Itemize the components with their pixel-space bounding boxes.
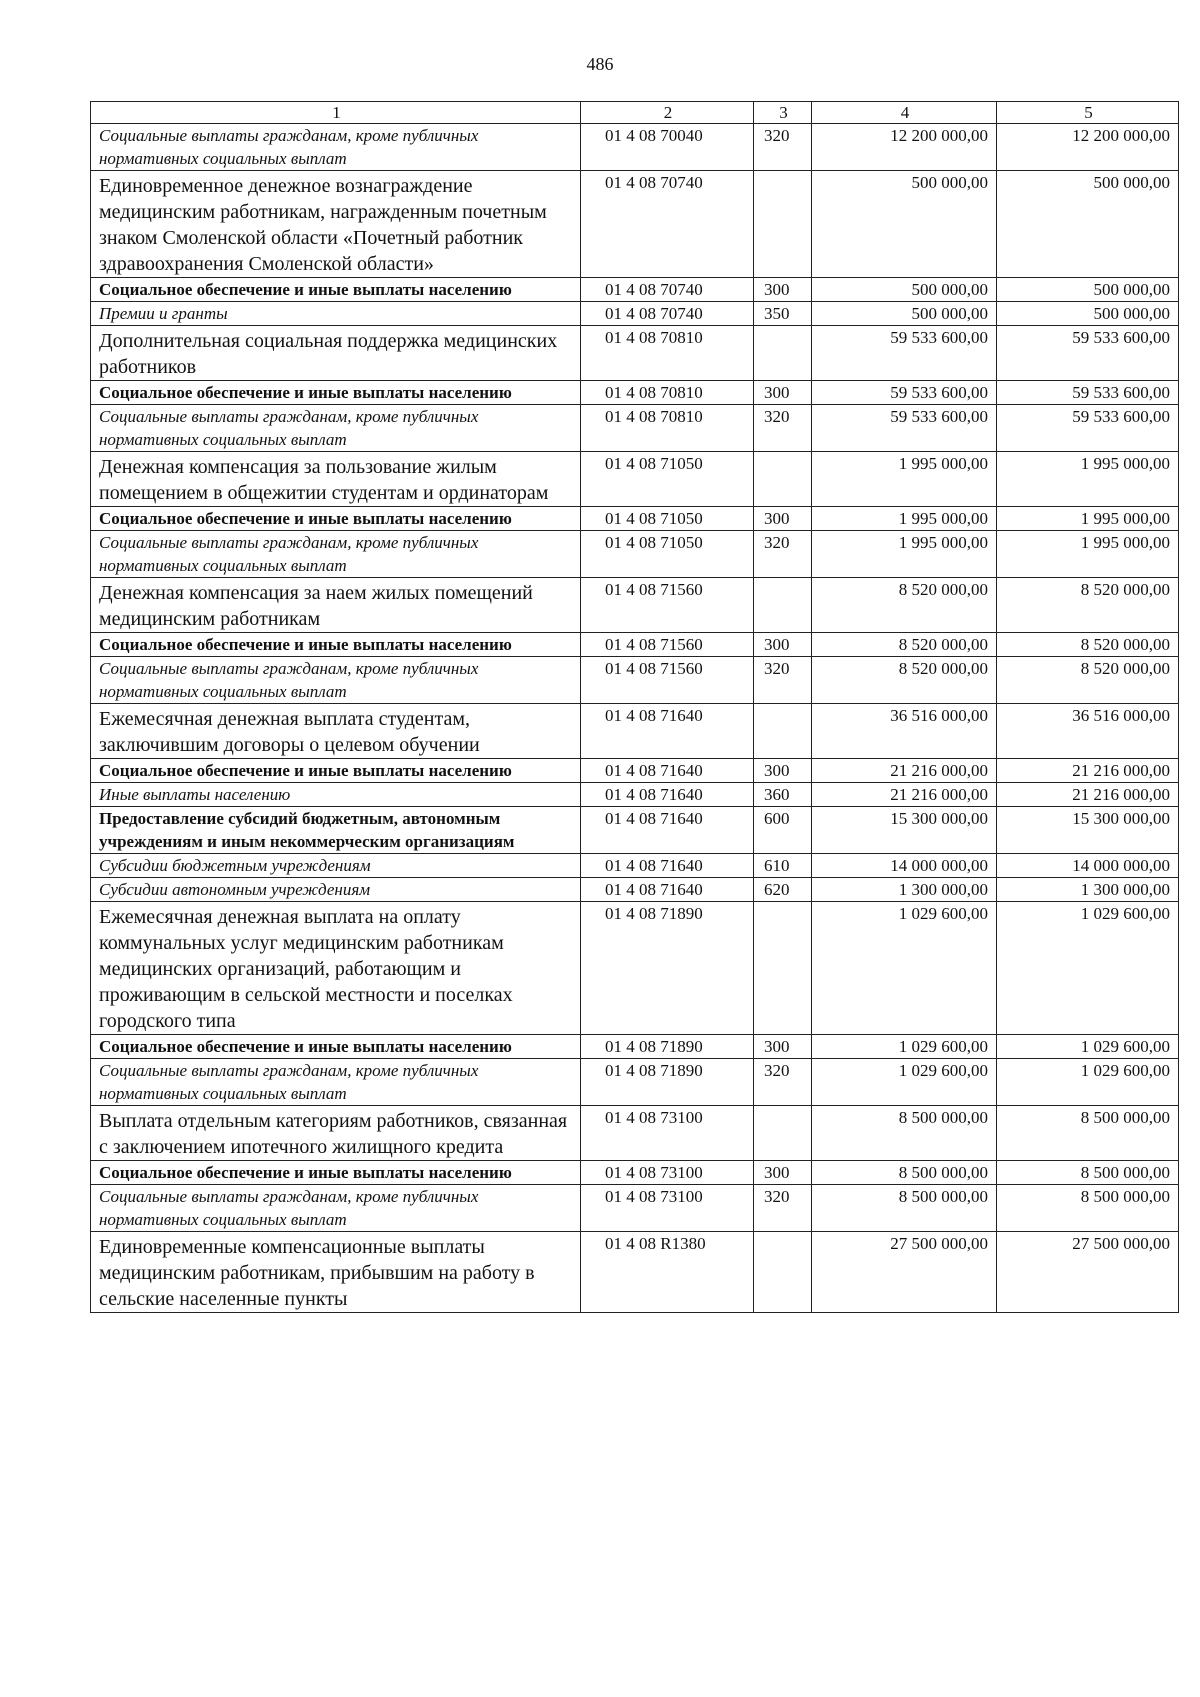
cell-name-text: Премии и гранты <box>99 304 228 323</box>
cell-code <box>581 405 754 452</box>
cell-code <box>581 1185 754 1232</box>
cell-name-text: Социальные выплаты гражданам, кроме публичных нормативных социальных выплат <box>99 1061 479 1103</box>
cell-sum-year-1 <box>812 507 997 531</box>
cell-sum-year-2 <box>997 171 1179 278</box>
cell-code-text: 01 4 08 71640 <box>605 856 703 875</box>
cell-sum-year-2-text: 1 029 600,00 <box>1080 904 1170 923</box>
cell-code-text: 01 4 08 71640 <box>605 880 703 899</box>
cell-sum-year-1 <box>812 381 997 405</box>
cell-code-text: 01 4 08 70810 <box>605 407 703 426</box>
cell-sum-year-1 <box>812 759 997 783</box>
cell-code <box>581 507 754 531</box>
cell-expense-type <box>754 124 812 171</box>
cell-sum-year-2-text: 15 300 000,00 <box>1072 809 1170 828</box>
cell-expense-type-text: 300 <box>764 383 790 402</box>
cell-name-text: Социальные выплаты гражданам, кроме публичных нормативных социальных выплат <box>99 533 479 575</box>
cell-name-text: Ежемесячная денежная выплата на оплату коммунальных услуг медицинским работникам медицинских организаций, работающим и проживающим в сельской местности и поселках городского типа <box>99 906 513 1032</box>
cell-sum-year-1-text: 1 995 000,00 <box>898 454 988 473</box>
cell-name <box>91 1059 581 1106</box>
cell-sum-year-1-text: 500 000,00 <box>911 304 988 323</box>
cell-code <box>581 531 754 578</box>
cell-expense-type-text: 300 <box>764 761 790 780</box>
cell-name <box>91 1106 581 1161</box>
cell-name <box>91 902 581 1035</box>
cell-name <box>91 759 581 783</box>
table-row <box>91 1185 1179 1232</box>
table-row <box>91 902 1179 1035</box>
cell-code <box>581 854 754 878</box>
table-header-row <box>91 102 1179 124</box>
cell-sum-year-1 <box>812 326 997 381</box>
cell-sum-year-2 <box>997 854 1179 878</box>
cell-name-text: Выплата отдельным категориям работников, связанная с заключением ипотечного жилищного кредита <box>99 1110 568 1158</box>
cell-expense-type-text: 320 <box>764 126 790 145</box>
cell-code-text: 01 4 08 71890 <box>605 904 703 923</box>
cell-sum-year-2-text: 1 995 000,00 <box>1080 454 1170 473</box>
cell-name <box>91 507 581 531</box>
cell-sum-year-2 <box>997 704 1179 759</box>
cell-sum-year-1-text: 1 995 000,00 <box>898 533 988 552</box>
header-col-4: 4 <box>812 102 997 124</box>
table-row <box>91 405 1179 452</box>
cell-code <box>581 759 754 783</box>
cell-sum-year-2-text: 1 029 600,00 <box>1080 1037 1170 1056</box>
cell-sum-year-1 <box>812 1185 997 1232</box>
cell-code <box>581 657 754 704</box>
cell-sum-year-2 <box>997 302 1179 326</box>
cell-expense-type-text: 300 <box>764 509 790 528</box>
cell-expense-type <box>754 878 812 902</box>
cell-expense-type <box>754 578 812 633</box>
cell-sum-year-1 <box>812 1106 997 1161</box>
cell-name-text: Социальное обеспечение и иные выплаты населению <box>99 383 512 402</box>
cell-sum-year-2-text: 1 995 000,00 <box>1080 533 1170 552</box>
cell-name-text: Субсидии бюджетным учреждениям <box>99 856 371 875</box>
cell-sum-year-2-text: 36 516 000,00 <box>1072 706 1170 725</box>
cell-sum-year-2-text: 500 000,00 <box>1093 304 1170 323</box>
header-col-2: 2 <box>581 102 754 124</box>
cell-sum-year-2 <box>997 1035 1179 1059</box>
cell-sum-year-2-text: 8 500 000,00 <box>1080 1163 1170 1182</box>
cell-expense-type <box>754 452 812 507</box>
cell-sum-year-1 <box>812 1059 997 1106</box>
header-col-3: 3 <box>754 102 812 124</box>
cell-expense-type <box>754 1059 812 1106</box>
cell-sum-year-1-text: 1 029 600,00 <box>898 904 988 923</box>
cell-name <box>91 278 581 302</box>
cell-sum-year-1-text: 1 300 000,00 <box>898 880 988 899</box>
cell-expense-type <box>754 1106 812 1161</box>
cell-name-text: Ежемесячная денежная выплата студентам, заключившим договоры о целевом обучении <box>99 708 480 756</box>
cell-code <box>581 807 754 854</box>
cell-code <box>581 1161 754 1185</box>
table-row <box>91 531 1179 578</box>
cell-name <box>91 171 581 278</box>
cell-code-text: 01 4 08 71050 <box>605 454 703 473</box>
cell-name-text: Единовременные компенсационные выплаты медицинским работникам, прибывшим на работу в сельские населенные пункты <box>99 1236 535 1310</box>
cell-expense-type <box>754 1185 812 1232</box>
cell-sum-year-1 <box>812 854 997 878</box>
cell-name-text: Социальное обеспечение и иные выплаты населению <box>99 635 512 654</box>
cell-sum-year-2-text: 1 300 000,00 <box>1080 880 1170 899</box>
cell-name <box>91 704 581 759</box>
page-number: 486 <box>586 54 614 74</box>
cell-sum-year-1-text: 1 029 600,00 <box>898 1037 988 1056</box>
cell-sum-year-2 <box>997 381 1179 405</box>
cell-expense-type <box>754 531 812 578</box>
cell-name <box>91 807 581 854</box>
cell-sum-year-1 <box>812 704 997 759</box>
cell-code <box>581 381 754 405</box>
cell-expense-type <box>754 326 812 381</box>
cell-expense-type <box>754 633 812 657</box>
cell-name-text: Социальные выплаты гражданам, кроме публичных нормативных социальных выплат <box>99 1187 479 1229</box>
cell-sum-year-2-text: 500 000,00 <box>1093 280 1170 299</box>
budget-table <box>90 101 1179 1313</box>
cell-code <box>581 452 754 507</box>
cell-name-text: Социальное обеспечение и иные выплаты населению <box>99 280 512 299</box>
cell-sum-year-2 <box>997 807 1179 854</box>
header-col-1: 1 <box>91 102 581 124</box>
cell-sum-year-1 <box>812 807 997 854</box>
cell-name-text: Социальные выплаты гражданам, кроме публичных нормативных социальных выплат <box>99 659 479 701</box>
cell-name-text: Социальное обеспечение и иные выплаты населению <box>99 1037 512 1056</box>
table-row <box>91 633 1179 657</box>
table-row <box>91 759 1179 783</box>
cell-code-text: 01 4 08 71640 <box>605 809 703 828</box>
table-row <box>91 326 1179 381</box>
cell-name <box>91 854 581 878</box>
cell-expense-type <box>754 1161 812 1185</box>
cell-expense-type <box>754 507 812 531</box>
cell-name-text: Предоставление субсидий бюджетным, автономным учреждениям и иным некоммерческим организациям <box>99 809 515 851</box>
cell-sum-year-2 <box>997 326 1179 381</box>
cell-name <box>91 1232 581 1313</box>
cell-name <box>91 302 581 326</box>
cell-sum-year-1-text: 59 533 600,00 <box>890 383 988 402</box>
cell-sum-year-1 <box>812 902 997 1035</box>
cell-code <box>581 1106 754 1161</box>
cell-sum-year-1 <box>812 278 997 302</box>
cell-sum-year-1 <box>812 1161 997 1185</box>
cell-sum-year-1-text: 500 000,00 <box>911 280 988 299</box>
cell-expense-type-text: 300 <box>764 635 790 654</box>
cell-sum-year-2 <box>997 531 1179 578</box>
cell-name <box>91 531 581 578</box>
cell-expense-type <box>754 657 812 704</box>
cell-sum-year-1-text: 8 520 000,00 <box>898 659 988 678</box>
cell-code <box>581 878 754 902</box>
cell-sum-year-1 <box>812 633 997 657</box>
cell-sum-year-2 <box>997 452 1179 507</box>
cell-sum-year-2 <box>997 1059 1179 1106</box>
cell-code-text: 01 4 08 70040 <box>605 126 703 145</box>
cell-name-text: Субсидии автономным учреждениям <box>99 880 371 899</box>
cell-sum-year-1 <box>812 171 997 278</box>
cell-expense-type <box>754 1232 812 1313</box>
cell-expense-type-text: 360 <box>764 785 790 804</box>
cell-code <box>581 326 754 381</box>
cell-sum-year-1-text: 15 300 000,00 <box>890 809 988 828</box>
cell-sum-year-1-text: 12 200 000,00 <box>890 126 988 145</box>
table-row <box>91 783 1179 807</box>
cell-name <box>91 1035 581 1059</box>
cell-expense-type <box>754 381 812 405</box>
cell-sum-year-1-text: 21 216 000,00 <box>890 761 988 780</box>
cell-sum-year-2 <box>997 578 1179 633</box>
cell-name-text: Социальное обеспечение и иные выплаты населению <box>99 509 512 528</box>
cell-sum-year-1-text: 8 500 000,00 <box>898 1187 988 1206</box>
cell-sum-year-1 <box>812 531 997 578</box>
table-row <box>91 452 1179 507</box>
cell-code-text: 01 4 08 71640 <box>605 706 703 725</box>
cell-name-text: Социальное обеспечение и иные выплаты населению <box>99 1163 512 1182</box>
cell-expense-type <box>754 807 812 854</box>
cell-sum-year-2-text: 59 533 600,00 <box>1072 328 1170 347</box>
cell-sum-year-2-text: 8 520 000,00 <box>1080 659 1170 678</box>
cell-code <box>581 171 754 278</box>
cell-sum-year-2-text: 1 995 000,00 <box>1080 509 1170 528</box>
cell-code-text: 01 4 08 71560 <box>605 635 703 654</box>
table-row <box>91 704 1179 759</box>
table-row <box>91 507 1179 531</box>
cell-name-text: Единовременное денежное вознаграждение медицинским работникам, награжденным почетным знаком Смоленской области «Почетный работник здравоохранения Смоленской области» <box>99 175 547 275</box>
cell-expense-type <box>754 278 812 302</box>
table-body <box>91 102 1179 1313</box>
cell-expense-type-text: 300 <box>764 280 790 299</box>
table-row <box>91 578 1179 633</box>
cell-expense-type <box>754 405 812 452</box>
cell-sum-year-1-text: 59 533 600,00 <box>890 328 988 347</box>
table-row <box>91 124 1179 171</box>
cell-sum-year-2-text: 8 520 000,00 <box>1080 580 1170 599</box>
cell-expense-type-text: 320 <box>764 533 790 552</box>
cell-sum-year-1-text: 1 995 000,00 <box>898 509 988 528</box>
cell-sum-year-1 <box>812 1232 997 1313</box>
cell-code <box>581 633 754 657</box>
cell-sum-year-2-text: 59 533 600,00 <box>1072 407 1170 426</box>
table-row <box>91 171 1179 278</box>
cell-name-text: Денежная компенсация за наем жилых помещений медицинским работникам <box>99 582 533 630</box>
table-row <box>91 1106 1179 1161</box>
table-row <box>91 657 1179 704</box>
cell-sum-year-1-text: 500 000,00 <box>911 173 988 192</box>
cell-name <box>91 657 581 704</box>
cell-sum-year-2 <box>997 1185 1179 1232</box>
header-col-5: 5 <box>997 102 1179 124</box>
cell-sum-year-2-text: 59 533 600,00 <box>1072 383 1170 402</box>
cell-name-text: Социальное обеспечение и иные выплаты населению <box>99 761 512 780</box>
cell-sum-year-2-text: 14 000 000,00 <box>1072 856 1170 875</box>
cell-sum-year-2-text: 12 200 000,00 <box>1072 126 1170 145</box>
table-row <box>91 302 1179 326</box>
cell-name-text: Социальные выплаты гражданам, кроме публичных нормативных социальных выплат <box>99 126 479 168</box>
cell-sum-year-2 <box>997 1232 1179 1313</box>
cell-name-text: Иные выплаты населению <box>99 785 291 804</box>
cell-code-text: 01 4 08 70740 <box>605 280 703 299</box>
cell-code-text: 01 4 08 70740 <box>605 173 703 192</box>
cell-code-text: 01 4 08 73100 <box>605 1187 703 1206</box>
cell-name-text: Дополнительная социальная поддержка медицинских работников <box>99 330 558 378</box>
cell-expense-type-text: 600 <box>764 809 790 828</box>
cell-sum-year-2 <box>997 878 1179 902</box>
cell-sum-year-2 <box>997 633 1179 657</box>
cell-sum-year-2-text: 500 000,00 <box>1093 173 1170 192</box>
cell-name <box>91 452 581 507</box>
cell-expense-type <box>754 783 812 807</box>
cell-sum-year-2-text: 21 216 000,00 <box>1072 785 1170 804</box>
cell-code <box>581 783 754 807</box>
cell-name <box>91 124 581 171</box>
cell-sum-year-1 <box>812 878 997 902</box>
cell-name <box>91 1185 581 1232</box>
cell-name <box>91 326 581 381</box>
cell-sum-year-2-text: 21 216 000,00 <box>1072 761 1170 780</box>
cell-name <box>91 1161 581 1185</box>
cell-expense-type-text: 300 <box>764 1037 790 1056</box>
cell-sum-year-1-text: 14 000 000,00 <box>890 856 988 875</box>
cell-sum-year-1-text: 59 533 600,00 <box>890 407 988 426</box>
cell-sum-year-1 <box>812 452 997 507</box>
cell-sum-year-1 <box>812 1035 997 1059</box>
cell-name-text: Социальные выплаты гражданам, кроме публичных нормативных социальных выплат <box>99 407 479 449</box>
table-row <box>91 381 1179 405</box>
cell-code <box>581 578 754 633</box>
cell-sum-year-2-text: 8 500 000,00 <box>1080 1108 1170 1127</box>
cell-code-text: 01 4 08 71050 <box>605 533 703 552</box>
cell-code-text: 01 4 08 70810 <box>605 383 703 402</box>
cell-code <box>581 278 754 302</box>
cell-name-text: Денежная компенсация за пользование жилым помещением в общежитии студентам и ординаторам <box>99 456 549 504</box>
cell-sum-year-1 <box>812 302 997 326</box>
cell-name <box>91 633 581 657</box>
cell-code <box>581 902 754 1035</box>
cell-sum-year-2 <box>997 405 1179 452</box>
table-row <box>91 1232 1179 1313</box>
cell-sum-year-2-text: 8 500 000,00 <box>1080 1187 1170 1206</box>
cell-sum-year-2-text: 27 500 000,00 <box>1072 1234 1170 1253</box>
cell-sum-year-2 <box>997 759 1179 783</box>
cell-expense-type <box>754 171 812 278</box>
cell-code-text: 01 4 08 71560 <box>605 580 703 599</box>
cell-sum-year-2 <box>997 124 1179 171</box>
cell-expense-type-text: 320 <box>764 407 790 426</box>
cell-sum-year-1-text: 1 029 600,00 <box>898 1061 988 1080</box>
cell-code-text: 01 4 08 71560 <box>605 659 703 678</box>
cell-expense-type-text: 620 <box>764 880 790 899</box>
cell-sum-year-1-text: 8 520 000,00 <box>898 580 988 599</box>
cell-expense-type-text: 300 <box>764 1163 790 1182</box>
cell-code <box>581 1035 754 1059</box>
cell-sum-year-2 <box>997 1106 1179 1161</box>
cell-sum-year-1 <box>812 657 997 704</box>
cell-code-text: 01 4 08 71640 <box>605 785 703 804</box>
cell-sum-year-2 <box>997 507 1179 531</box>
table-row <box>91 1035 1179 1059</box>
cell-expense-type <box>754 704 812 759</box>
cell-name <box>91 405 581 452</box>
cell-expense-type <box>754 902 812 1035</box>
table-row <box>91 1161 1179 1185</box>
cell-sum-year-1-text: 8 520 000,00 <box>898 635 988 654</box>
cell-sum-year-1-text: 27 500 000,00 <box>890 1234 988 1253</box>
cell-expense-type-text: 320 <box>764 1061 790 1080</box>
cell-code <box>581 1232 754 1313</box>
table-row <box>91 878 1179 902</box>
cell-sum-year-2 <box>997 278 1179 302</box>
cell-expense-type <box>754 759 812 783</box>
cell-code <box>581 302 754 326</box>
cell-sum-year-1 <box>812 124 997 171</box>
cell-name <box>91 783 581 807</box>
cell-expense-type <box>754 854 812 878</box>
cell-sum-year-1 <box>812 405 997 452</box>
cell-code-text: 01 4 08 71890 <box>605 1037 703 1056</box>
cell-sum-year-1-text: 21 216 000,00 <box>890 785 988 804</box>
cell-expense-type-text: 320 <box>764 1187 790 1206</box>
cell-code-text: 01 4 08 70810 <box>605 328 703 347</box>
cell-sum-year-2 <box>997 783 1179 807</box>
cell-sum-year-2 <box>997 902 1179 1035</box>
cell-name <box>91 878 581 902</box>
cell-code <box>581 1059 754 1106</box>
cell-sum-year-1-text: 8 500 000,00 <box>898 1163 988 1182</box>
cell-expense-type <box>754 1035 812 1059</box>
cell-code-text: 01 4 08 71050 <box>605 509 703 528</box>
cell-expense-type-text: 320 <box>764 659 790 678</box>
cell-sum-year-2 <box>997 657 1179 704</box>
table-row <box>91 1059 1179 1106</box>
table-row <box>91 278 1179 302</box>
cell-code <box>581 124 754 171</box>
cell-code-text: 01 4 08 71890 <box>605 1061 703 1080</box>
table-row <box>91 854 1179 878</box>
cell-name <box>91 381 581 405</box>
cell-sum-year-2-text: 8 520 000,00 <box>1080 635 1170 654</box>
cell-sum-year-1 <box>812 783 997 807</box>
cell-sum-year-2 <box>997 1161 1179 1185</box>
table-row <box>91 807 1179 854</box>
cell-code-text: 01 4 08 71640 <box>605 761 703 780</box>
cell-sum-year-1 <box>812 578 997 633</box>
cell-sum-year-1-text: 8 500 000,00 <box>898 1108 988 1127</box>
cell-code <box>581 704 754 759</box>
cell-code-text: 01 4 08 70740 <box>605 304 703 323</box>
cell-sum-year-1-text: 36 516 000,00 <box>890 706 988 725</box>
cell-expense-type-text: 350 <box>764 304 790 323</box>
cell-sum-year-2-text: 1 029 600,00 <box>1080 1061 1170 1080</box>
cell-code-text: 01 4 08 73100 <box>605 1163 703 1182</box>
cell-code-text: 01 4 08 73100 <box>605 1108 703 1127</box>
cell-expense-type <box>754 302 812 326</box>
cell-expense-type-text: 610 <box>764 856 790 875</box>
cell-code-text: 01 4 08 R1380 <box>605 1234 706 1253</box>
cell-name <box>91 578 581 633</box>
